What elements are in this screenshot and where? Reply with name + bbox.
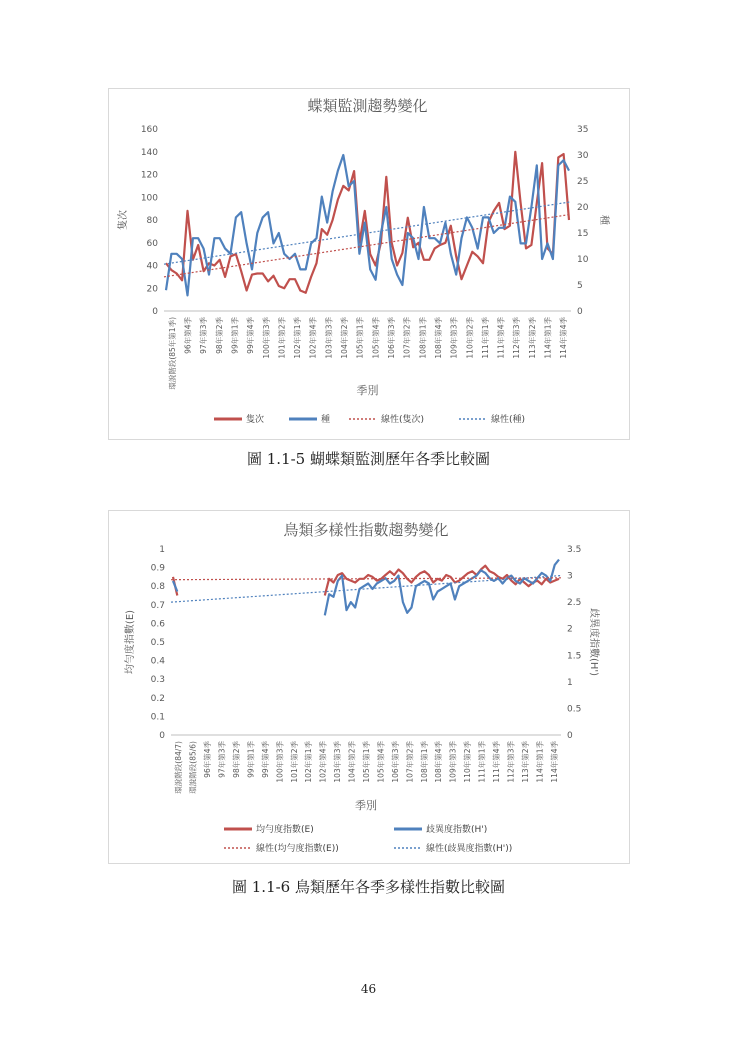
x-tick-label: 100年第3季 xyxy=(261,317,271,359)
right-tick-label: 0 xyxy=(567,731,573,741)
left-tick-label: 0 xyxy=(159,731,165,741)
trendline-series-3 xyxy=(171,576,561,603)
left-tick-label: 120 xyxy=(140,170,158,181)
right-tick-label: 1 xyxy=(567,677,573,688)
left-axis-label: 隻次 xyxy=(118,210,129,230)
left-tick-label: 1 xyxy=(159,545,165,555)
butterfly-chart-figure xyxy=(108,88,630,440)
right-tick-label: 25 xyxy=(577,177,589,187)
legend-label-1: 種 xyxy=(321,415,331,425)
x-tick-label: 113年第2季 xyxy=(527,317,537,359)
bird-chart xyxy=(109,511,629,863)
x-tick-label: 96年第4季 xyxy=(203,741,213,778)
page-number: 46 xyxy=(360,982,377,996)
x-tick-label: 112年第3季 xyxy=(506,741,516,783)
x-tick-label: 104年第2季 xyxy=(347,741,357,783)
right-tick-label: 3.5 xyxy=(567,545,582,555)
left-tick-label: 100 xyxy=(140,193,158,204)
right-tick-label: 5 xyxy=(577,281,583,291)
x-tick-label: 112年第3季 xyxy=(512,317,522,359)
left-tick-label: 40 xyxy=(146,261,158,272)
right-tick-label: 0.5 xyxy=(567,704,582,715)
legend-label-3: 線性(種) xyxy=(491,415,526,425)
x-tick-label: 113年第2季 xyxy=(520,741,530,783)
x-tick-label: 99年第1季 xyxy=(246,741,256,778)
left-tick-label: 0.6 xyxy=(150,619,165,630)
series-line-0 xyxy=(166,152,569,293)
x-tick-label: 114年第4季 xyxy=(559,317,569,359)
x-tick-label: 108年第4季 xyxy=(433,317,443,359)
x-tick-label: 98年第2季 xyxy=(232,741,241,778)
x-tick-label: 108年第4季 xyxy=(434,741,444,783)
left-tick-label: 0.9 xyxy=(150,563,165,574)
legend-label-2: 線性(隻次) xyxy=(381,415,425,425)
left-tick-label: 0.2 xyxy=(150,693,165,704)
series-line-1 xyxy=(173,560,559,616)
x-tick-label: 114年第4季 xyxy=(549,741,559,783)
x-tick-label: 96年第4季 xyxy=(183,317,193,354)
x-tick-label: 102年第1季 xyxy=(293,317,303,359)
x-tick-label: 108年第1季 xyxy=(418,317,428,359)
x-tick-label: 111年第1季 xyxy=(477,741,487,783)
legend-label-1: 歧異度指數(H') xyxy=(426,825,488,835)
legend-label-3: 線性(歧異度指數(H')) xyxy=(426,844,513,854)
x-tick-label: 102年第1季 xyxy=(304,741,314,783)
right-tick-label: 2.5 xyxy=(567,598,582,609)
right-tick-label: 30 xyxy=(577,151,589,161)
x-tick-label: 111年第4季 xyxy=(496,317,506,359)
x-axis-label: 季別 xyxy=(355,799,377,812)
x-tick-label: 106年第3季 xyxy=(390,741,400,783)
right-tick-label: 0 xyxy=(577,307,583,317)
left-tick-label: 80 xyxy=(146,216,158,226)
chart-title: 鳥類多樣性指數趨勢變化 xyxy=(283,521,449,539)
right-tick-label: 10 xyxy=(577,255,589,265)
x-tick-label: 環說階段(85/6) xyxy=(188,741,198,794)
x-tick-label: 110年第2季 xyxy=(465,317,475,359)
x-tick-label: 109年第3季 xyxy=(449,317,459,359)
right-tick-label: 20 xyxy=(577,203,589,213)
left-tick-label: 160 xyxy=(140,125,158,135)
x-tick-label: 114年第1季 xyxy=(543,317,553,359)
right-tick-label: 2 xyxy=(567,624,573,635)
butterfly-chart xyxy=(109,89,629,439)
right-axis-label: 種 xyxy=(598,215,609,225)
x-tick-label: 103年第3季 xyxy=(333,741,343,783)
left-tick-label: 0 xyxy=(152,307,158,317)
x-tick-label: 109年第3季 xyxy=(448,741,458,783)
x-tick-label: 97年第3季 xyxy=(199,317,209,354)
left-tick-label: 0.8 xyxy=(150,582,165,593)
left-tick-label: 0.1 xyxy=(150,712,165,723)
figure-caption-1: 圖 1.1-5 蝴蝶類監測歷年各季比較圖 xyxy=(246,450,490,468)
right-tick-label: 1.5 xyxy=(567,651,582,662)
left-tick-label: 0.7 xyxy=(150,600,165,611)
x-tick-label: 99年第1季 xyxy=(230,317,240,354)
x-tick-label: 環說階段(85年第1季) xyxy=(167,317,177,390)
figure-caption-2: 圖 1.1-6 鳥類歷年各季多樣性指數比較圖 xyxy=(231,878,505,896)
x-tick-label: 100年第3季 xyxy=(275,741,285,783)
legend-label-2: 線性(均勻度指數(E)) xyxy=(256,844,339,854)
x-axis-label: 季別 xyxy=(356,384,379,397)
x-tick-label: 111年第1季 xyxy=(480,317,490,359)
x-tick-label: 102年第4季 xyxy=(308,317,318,359)
right-tick-label: 35 xyxy=(577,125,589,135)
bird-chart-figure xyxy=(108,510,630,864)
x-tick-label: 103年第3季 xyxy=(324,317,334,359)
x-tick-label: 98年第2季 xyxy=(214,317,224,354)
left-axis-label: 均勻度指數(E) xyxy=(125,609,136,675)
x-tick-label: 111年第4季 xyxy=(492,741,501,783)
x-tick-label: 110年第2季 xyxy=(463,741,473,783)
legend-label-0: 隻次 xyxy=(246,415,265,425)
right-tick-label: 3 xyxy=(567,571,573,582)
x-tick-label: 105年第1季 xyxy=(355,317,365,359)
x-tick-label: 101年第2季 xyxy=(289,741,299,783)
x-tick-label: 101年第2季 xyxy=(277,317,287,359)
legend-label-0: 均勻度指數(E) xyxy=(256,825,314,835)
left-tick-label: 0.5 xyxy=(150,638,165,648)
x-tick-label: 108年第1季 xyxy=(419,741,429,783)
left-tick-label: 60 xyxy=(146,238,158,249)
x-tick-label: 97年第3季 xyxy=(217,741,227,778)
x-tick-label: 114年第1季 xyxy=(535,741,545,783)
x-tick-label: 105年第4季 xyxy=(371,317,381,359)
x-tick-label: 107年第2季 xyxy=(402,317,412,359)
x-tick-label: 105年第1季 xyxy=(362,741,371,783)
left-tick-label: 0.4 xyxy=(150,656,165,667)
x-tick-label: 102年第4季 xyxy=(318,741,328,783)
left-tick-label: 140 xyxy=(140,147,158,158)
right-axis-label: 歧異度指數(H') xyxy=(588,607,599,677)
chart-title: 蝶類監測趨勢變化 xyxy=(307,97,428,115)
x-tick-label: 104年第2季 xyxy=(340,317,350,359)
x-tick-label: 107年第2季 xyxy=(405,741,415,783)
right-tick-label: 15 xyxy=(577,229,589,239)
x-tick-label: 環說階段(84/7) xyxy=(174,741,184,794)
left-tick-label: 0.3 xyxy=(150,675,165,686)
x-tick-label: 99年第4季 xyxy=(246,317,256,354)
x-tick-label: 106年第3季 xyxy=(386,317,396,359)
x-tick-label: 105年第4季 xyxy=(376,741,386,783)
left-tick-label: 20 xyxy=(146,284,158,295)
x-tick-label: 99年第4季 xyxy=(260,741,270,778)
